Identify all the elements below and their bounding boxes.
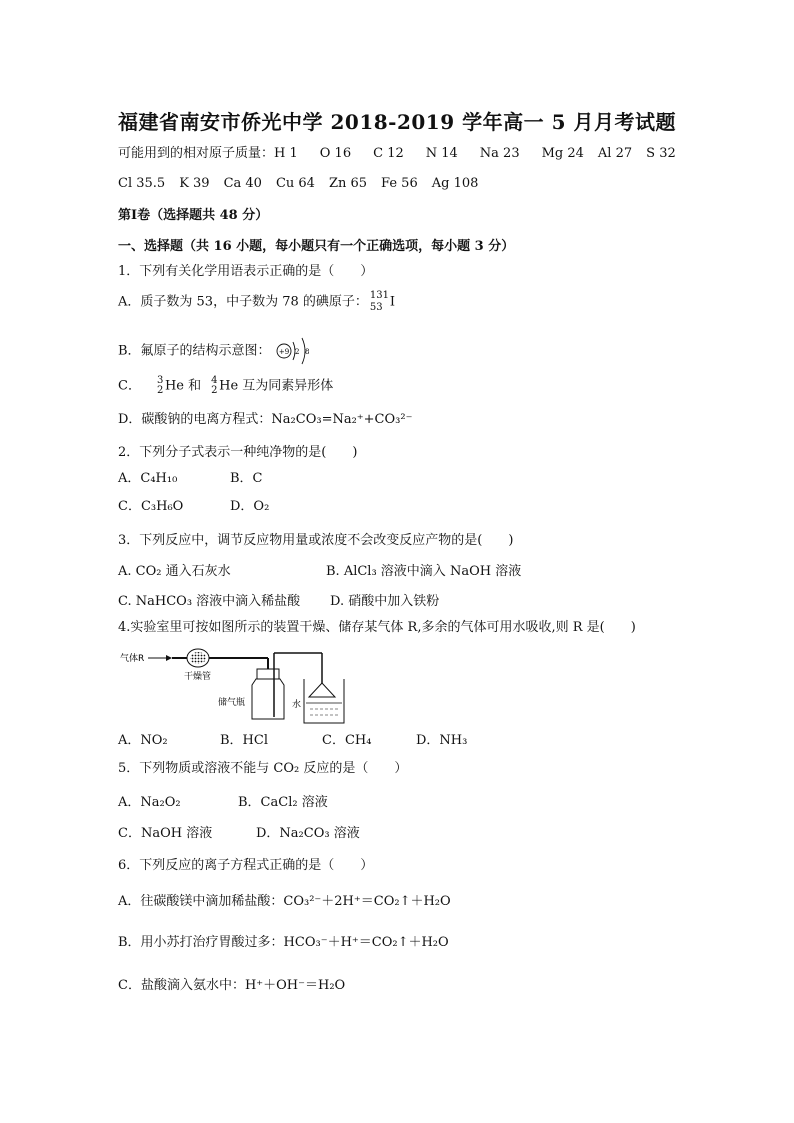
q5-options-row-1 xyxy=(118,795,328,811)
atomic-number: 2 xyxy=(211,385,218,396)
q3-option-a: A. CO₂ 通入石灰水 xyxy=(118,564,231,579)
gas-apparatus-figure xyxy=(116,645,366,727)
q4-option-b: B．HCl xyxy=(220,733,268,748)
q2-options-row-1 xyxy=(118,471,263,487)
option-text: He 互为同素异形体 xyxy=(219,378,334,394)
mass-item: Cu 64 xyxy=(275,176,315,191)
mass-item: Cl 35.5 xyxy=(118,176,166,191)
option-text: A．质子数为 53，中子数为 78 的碘原子： xyxy=(118,294,368,310)
mass-item: S 32 xyxy=(646,146,676,161)
shell-2-count: 8 xyxy=(304,348,310,356)
question-6-stem: 6．下列反应的离子方程式正确的是（ ） xyxy=(118,858,374,873)
option-label: C． xyxy=(118,378,141,394)
q3-options-row-2 xyxy=(118,594,439,610)
q3-option-c: C. NaHCO₃ 溶液中滴入稀盐酸 xyxy=(118,594,301,609)
mass-item: Zn 65 xyxy=(328,176,368,191)
q1-option-c xyxy=(118,373,333,399)
mass-item: Mg 24 xyxy=(541,146,584,161)
question-3-stem: 3．下列反应中，调节反应物用量或浓度不会改变反应产物的是( ) xyxy=(118,533,514,548)
mass-number: 3 xyxy=(156,375,164,386)
water-label: 水 xyxy=(292,700,302,710)
mass-item: N 14 xyxy=(425,146,458,161)
q6-option-a: A．往碳酸镁中滴加稀盐酸：CO₃²⁻＋2H⁺＝CO₂↑＋H₂O xyxy=(118,894,451,909)
q2-option-d: D．O₂ xyxy=(230,499,270,514)
q5-option-c: C．NaOH 溶液 xyxy=(118,826,213,841)
storage-bottle xyxy=(252,679,284,719)
q3-options-row-1 xyxy=(118,564,521,580)
fluorine-atom-diagram xyxy=(275,336,315,366)
atomic-mass-line-1 xyxy=(118,146,676,162)
q5-options-row-2 xyxy=(118,826,360,842)
storage-bottle-label: 储气瓶 xyxy=(218,698,246,708)
mass-number: 131 xyxy=(369,290,389,301)
atomic-mass-label: 可能用到的相对原子质量： xyxy=(118,146,275,161)
q5-option-a: A．Na₂O₂ xyxy=(118,795,181,810)
desiccant xyxy=(190,652,206,664)
q4-option-a: A．NO₂ xyxy=(118,733,168,748)
q3-option-b: B. AlCl₃ 溶液中滴入 NaOH 溶液 xyxy=(326,564,522,579)
atomic-number: 2 xyxy=(156,385,164,396)
q4-option-d: D．NH₃ xyxy=(416,733,468,748)
q2-options-row-2 xyxy=(118,499,269,515)
question-2-stem: 2．下列分子式表示一种纯净物的是( ) xyxy=(118,445,358,460)
part-title: 第Ⅰ卷（选择题共 48 分） xyxy=(118,208,269,223)
nuclide-notation xyxy=(211,373,219,399)
mass-item: Ag 108 xyxy=(431,176,479,191)
q3-option-d: D. 硝酸中加入铁粉 xyxy=(330,594,440,609)
section-heading: 一、选择题（共 16 小题，每小题只有一个正确选项，每小题 3 分） xyxy=(118,239,515,254)
q1-option-b xyxy=(118,336,315,366)
bottle-stopper xyxy=(257,669,279,679)
q4-options xyxy=(118,733,467,749)
gas-r-label: 气体R xyxy=(120,654,145,664)
shell-1-count: 2 xyxy=(294,348,300,356)
q2-option-c: C．C₃H₆O xyxy=(118,499,184,514)
q1-option-d: D．碳酸钠的电离方程式：Na₂CO₃=Na₂⁺+CO₃²⁻ xyxy=(118,412,413,427)
mass-item: K 39 xyxy=(179,176,210,191)
arrow-head xyxy=(166,655,172,661)
mass-item: Fe 56 xyxy=(381,176,418,191)
mass-item: O 16 xyxy=(319,146,352,161)
page-title: 福建省南安市侨光中学 2018-2019 学年高一 5 月月考试题 xyxy=(118,110,676,134)
q2-option-b: B．C xyxy=(230,471,263,486)
q4-option-c: C．CH₄ xyxy=(322,733,372,748)
q6-option-c: C．盐酸滴入氨水中：H⁺＋OH⁻＝H₂O xyxy=(118,978,346,993)
q6-option-b: B．用小苏打治疗胃酸过多：HCO₃⁻＋H⁺＝CO₂↑＋H₂O xyxy=(118,935,449,950)
inverted-funnel xyxy=(309,683,335,697)
element-symbol: I xyxy=(389,294,396,310)
nuclide-notation xyxy=(157,373,165,399)
mass-item: Al 27 xyxy=(597,146,633,161)
mass-number: 4 xyxy=(211,375,218,386)
q5-option-b: B．CaCl₂ 溶液 xyxy=(238,795,328,810)
nucleus-charge: +9 xyxy=(278,348,289,356)
option-text: He 和 xyxy=(164,378,202,394)
atomic-number: 53 xyxy=(369,302,383,313)
mass-item: C 12 xyxy=(373,146,404,161)
mass-item: H 1 xyxy=(274,146,298,161)
question-4-stem: 4.实验室里可按如图所示的装置干燥、储存某气体 R,多余的气体可用水吸收,则 R 是( ) xyxy=(118,620,636,635)
mass-item: Na 23 xyxy=(479,146,520,161)
nuclide-notation xyxy=(368,288,390,316)
option-text: B．氟原子的结构示意图： xyxy=(118,343,271,359)
q5-option-d: D．Na₂CO₃ 溶液 xyxy=(256,826,360,841)
q2-option-a: A．C₄H₁₀ xyxy=(118,471,178,486)
question-1-stem: 1．下列有关化学用语表示正确的是（ ） xyxy=(118,264,374,279)
mass-item: Ca 40 xyxy=(223,176,262,191)
q1-option-a xyxy=(118,288,395,316)
drying-tube-label: 干燥管 xyxy=(184,672,212,682)
atomic-mass-line-2 xyxy=(118,176,478,192)
question-5-stem: 5．下列物质或溶液不能与 CO₂ 反应的是（ ） xyxy=(118,761,408,776)
